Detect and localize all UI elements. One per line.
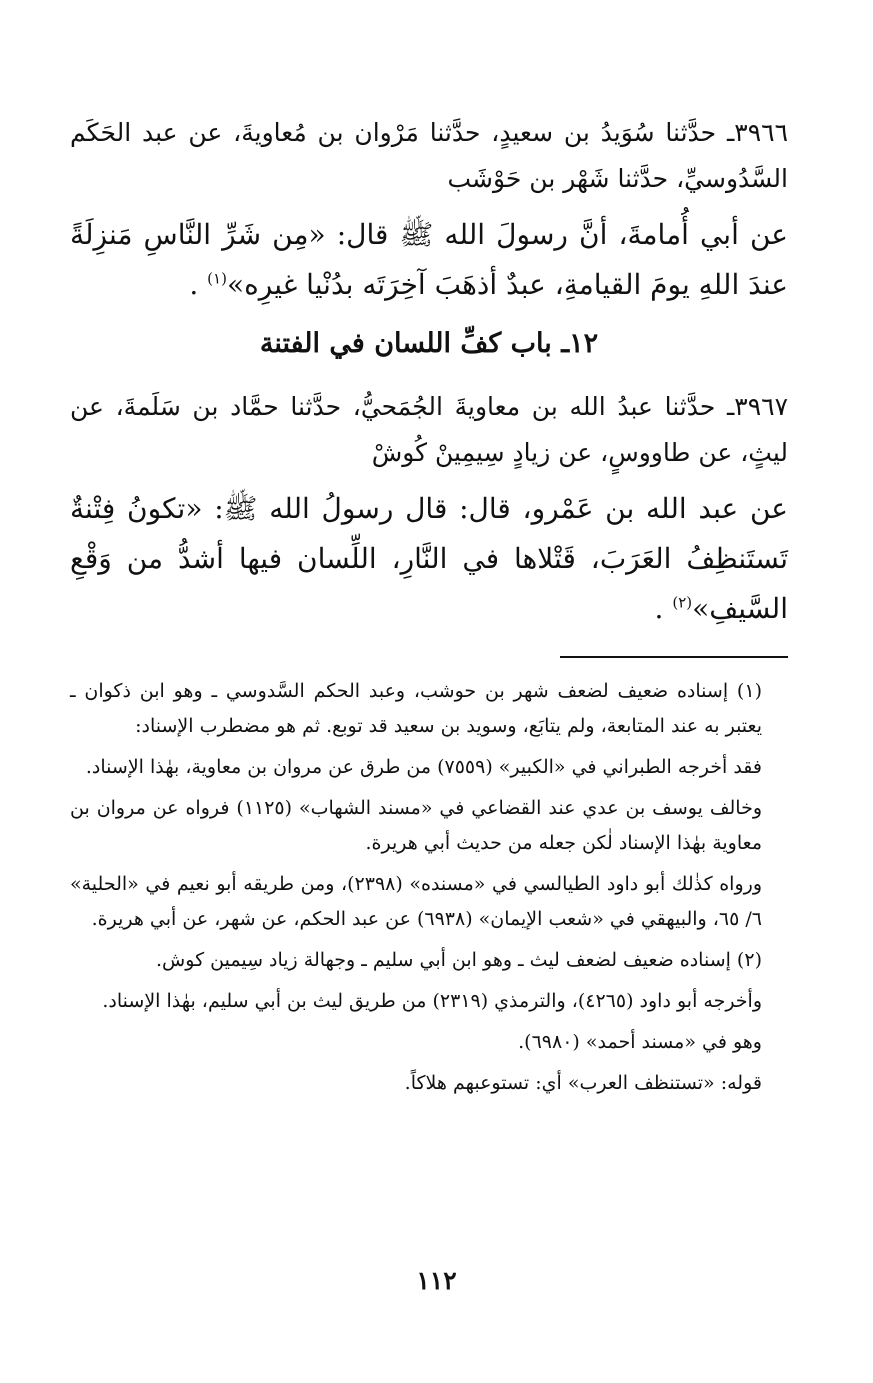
hadith-3966-isnad: ٣٩٦٦ـ حدَّثنا سُوَيدُ بن سعيدٍ، حدَّثنا مَرْوان بن مُعاويةَ، عن عبد الحَكَم السَّدُوسيِّ، حدَّثنا شَهْر بن حَوْشَب <box>70 118 788 193</box>
page-number: ١١٢ <box>416 1266 457 1295</box>
hadith-3967-matn-text: عن عبد الله بن عَمْرو، قال: قال رسولُ الله ﷺ: «تكونُ فِتْنةٌ تَستَنظِفُ العَرَبَ، قَتْلاها في النَّارِ، اللِّسان فيها أشدُّ من وَقْعِ السَّيفِ» <box>70 492 788 625</box>
footnote-2-musnad: وهو في «مسند أحمد» (٦٩٨٠). <box>518 1031 762 1053</box>
footnote-ref-2: (٢) <box>672 593 693 612</box>
footnote-1-tabarani: فقد أخرجه الطبراني في «الكبير» (٧٥٥٩) من طرق عن مروان بن معاوية، بهٰذا الإسناد. <box>85 756 762 778</box>
page-body <box>70 110 788 1107</box>
hadith-3967-matn: عن عبد الله بن عَمْرو، قال: قال رسولُ الله ﷺ: «تكونُ فِتْنةٌ تَستَنظِفُ العَرَبَ، قَتْلاها في النَّارِ، اللِّسان فيها أشدُّ من وَقْعِ السَّيفِ»$^{(٢)}$ . <box>70 492 788 625</box>
footnote-1-intro: (١) إسناده ضعيف لضعف شهر بن حوشب، وعبد الحكم السَّدوسي ـ وهو ابن ذكوان ـ يعتبر به عند المتابعة، ولم يتابَع، وسويد بن سعيد قد توبع. ثم هو مضطرب الإسناد: <box>70 680 762 737</box>
chapter-title: ١٢ـ باب كفِّ اللسان في الفتنة <box>259 328 599 359</box>
footnote-2-intro: (٢) إسناده ضعيف لضعف ليث ـ وهو ابن أبي سليم ـ وجهالة زياد سِيمين كوش. <box>156 949 762 971</box>
footnote-1-qudai: وخالف يوسف بن عدي عند القضاعي في «مسند الشهاب» (١١٢٥) فرواه عن مروان بن معاوية بهٰذا الإسناد لٰكن جعله من حديث أبي هريرة. <box>70 797 762 854</box>
hadith-3967-isnad: ٣٩٦٧ـ حدَّثنا عبدُ الله بن معاويةَ الجُمَحيُّ، حدَّثنا حمَّاد بن سَلَمةَ، عن ليثٍ، عن طاووسٍ، عن زيادٍ سِيمِينْ كُوشْ <box>70 392 788 467</box>
hadith-3966-matn-text: عن أبي أُمامةَ، أنَّ رسولَ الله ﷺ قال: «مِن شَرِّ النَّاسِ مَنزِلَةً عندَ اللهِ يومَ القيامةِ، عبدٌ أذهَبَ آخِرَتَه بدُنْيا غيرِه» <box>70 218 788 301</box>
footnote-ref-1: (١) <box>207 269 227 288</box>
footnote-divider <box>560 656 788 658</box>
footnote-1-tayalisi: ورواه كذٰلك أبو داود الطيالسي في «مسنده» (٢٣٩٨)، ومن طريقه أبو نعيم في «الحلية» ٦/ ٦٥، والبيهقي في «شعب الإيمان» (٦٩٣٨) عن عبد الحكم، عن شهر، عن أبي هريرة. <box>70 873 762 930</box>
footnote-2-abudawud: وأخرجه أبو داود (٤٢٦٥)، والترمذي (٢٣١٩) من طريق ليث بن أبي سليم، بهٰذا الإسناد. <box>102 990 762 1012</box>
hadith-3966-matn: عن أبي أُمامةَ، أنَّ رسولَ الله ﷺ قال: «مِن شَرِّ النَّاسِ مَنزِلَةً عندَ اللهِ يومَ القيامةِ، عبدٌ أذهَبَ آخِرَتَه بدُنْيا غيرِه»$^{(١)}$ . <box>70 218 788 301</box>
footnote-2-gloss: قوله: «تستنظف العرب» أي: تستوعبهم هلاكاً. <box>404 1072 762 1094</box>
